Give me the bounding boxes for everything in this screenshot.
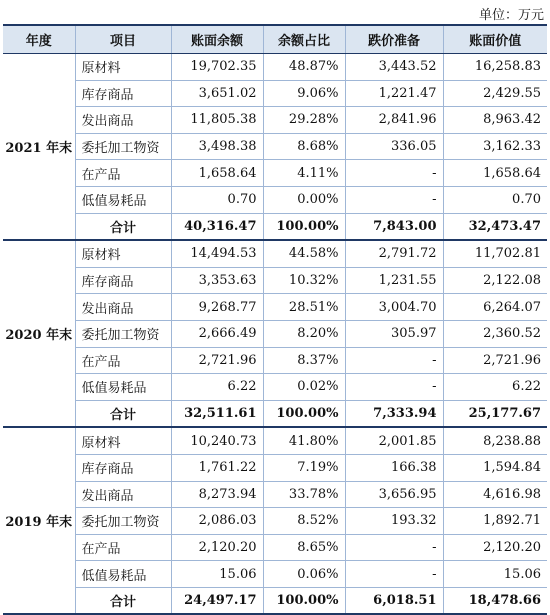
- item-cell: 委托加工物资: [75, 133, 171, 160]
- book-value-cell: 2,120.20: [443, 534, 547, 561]
- table-row: [3, 508, 547, 535]
- balance-ratio-cell: 8.37%: [263, 347, 345, 374]
- balance-ratio-cell: 4.11%: [263, 160, 345, 187]
- balance-ratio-cell: 8.52%: [263, 508, 345, 535]
- impairment-cell: 7,843.00: [345, 213, 443, 240]
- book-value-cell: 1,892.71: [443, 508, 547, 535]
- book-value-cell: 1,658.64: [443, 160, 547, 187]
- table-row: [3, 80, 547, 107]
- book-balance-cell: 1,658.64: [171, 160, 263, 187]
- book-balance-cell: 6.22: [171, 374, 263, 401]
- table-row: [3, 427, 547, 454]
- book-value-cell: 2,429.55: [443, 80, 547, 107]
- book-balance-cell: 11,805.38: [171, 107, 263, 134]
- total-row: [3, 213, 547, 240]
- book-balance-cell: 8,273.94: [171, 481, 263, 508]
- inventory-table: [3, 24, 547, 615]
- book-balance-cell: 2,086.03: [171, 508, 263, 535]
- balance-ratio-cell: 33.78%: [263, 481, 345, 508]
- item-cell: 原材料: [75, 54, 171, 81]
- item-cell: 发出商品: [75, 107, 171, 134]
- book-value-cell: 0.70: [443, 186, 547, 213]
- balance-ratio-cell: 29.28%: [263, 107, 345, 134]
- book-balance-cell: 3,498.38: [171, 133, 263, 160]
- item-cell: 委托加工物资: [75, 508, 171, 535]
- item-cell: 发出商品: [75, 481, 171, 508]
- impairment-cell: -: [345, 561, 443, 588]
- book-value-cell: 15.06: [443, 561, 547, 588]
- balance-ratio-cell: 8.20%: [263, 320, 345, 347]
- book-value-cell: 6.22: [443, 374, 547, 401]
- book-balance-cell: 3,353.63: [171, 267, 263, 294]
- book-value-cell: 2,721.96: [443, 347, 547, 374]
- impairment-cell: 1,231.55: [345, 267, 443, 294]
- item-cell: 低值易耗品: [75, 186, 171, 213]
- impairment-cell: 6,018.51: [345, 587, 443, 614]
- book-value-cell: 4,616.98: [443, 481, 547, 508]
- table-body: [3, 54, 547, 615]
- book-balance-cell: 19,702.35: [171, 54, 263, 81]
- item-cell: 库存商品: [75, 80, 171, 107]
- table-row: [3, 454, 547, 481]
- balance-ratio-cell: 100.00%: [263, 400, 345, 427]
- book-balance-cell: 2,666.49: [171, 320, 263, 347]
- balance-ratio-cell: 8.68%: [263, 133, 345, 160]
- item-cell: 在产品: [75, 534, 171, 561]
- table-row: [3, 374, 547, 401]
- book-balance-cell: 14,494.53: [171, 240, 263, 267]
- book-balance-cell: 1,761.22: [171, 454, 263, 481]
- book-balance-cell: 24,497.17: [171, 587, 263, 614]
- table-row: [3, 534, 547, 561]
- table-row: [3, 240, 547, 267]
- book-balance-cell: 32,511.61: [171, 400, 263, 427]
- book-balance-cell: 2,120.20: [171, 534, 263, 561]
- impairment-cell: 3,656.95: [345, 481, 443, 508]
- item-cell: 库存商品: [75, 454, 171, 481]
- impairment-cell: -: [345, 160, 443, 187]
- book-balance-cell: 9,268.77: [171, 294, 263, 321]
- balance-ratio-cell: 44.58%: [263, 240, 345, 267]
- table-row: [3, 347, 547, 374]
- table-row: [3, 160, 547, 187]
- impairment-cell: 166.38: [345, 454, 443, 481]
- table-row: [3, 107, 547, 134]
- impairment-cell: 2,791.72: [345, 240, 443, 267]
- book-balance-cell: 10,240.73: [171, 427, 263, 454]
- item-cell: 低值易耗品: [75, 374, 171, 401]
- impairment-cell: 2,841.96: [345, 107, 443, 134]
- balance-ratio-cell: 7.19%: [263, 454, 345, 481]
- balance-ratio-cell: 0.02%: [263, 374, 345, 401]
- table-row: [3, 267, 547, 294]
- impairment-cell: -: [345, 186, 443, 213]
- table-row: [3, 561, 547, 588]
- book-value-cell: 3,162.33: [443, 133, 547, 160]
- balance-ratio-cell: 9.06%: [263, 80, 345, 107]
- balance-ratio-cell: 41.80%: [263, 427, 345, 454]
- balance-ratio-cell: 100.00%: [263, 587, 345, 614]
- item-cell: 库存商品: [75, 267, 171, 294]
- balance-ratio-cell: 0.06%: [263, 561, 345, 588]
- header-impairment: 跌价准备: [345, 25, 443, 54]
- balance-ratio-cell: 100.00%: [263, 213, 345, 240]
- book-value-cell: 32,473.47: [443, 213, 547, 240]
- balance-ratio-cell: 48.87%: [263, 54, 345, 81]
- item-cell: 发出商品: [75, 294, 171, 321]
- book-value-cell: 8,238.88: [443, 427, 547, 454]
- item-cell: 合计: [75, 213, 171, 240]
- impairment-cell: 3,004.70: [345, 294, 443, 321]
- book-balance-cell: 2,721.96: [171, 347, 263, 374]
- table-row: [3, 54, 547, 81]
- impairment-cell: 193.32: [345, 508, 443, 535]
- book-value-cell: 2,360.52: [443, 320, 547, 347]
- impairment-cell: 7,333.94: [345, 400, 443, 427]
- book-value-cell: 2,122.08: [443, 267, 547, 294]
- item-cell: 原材料: [75, 240, 171, 267]
- item-cell: 低值易耗品: [75, 561, 171, 588]
- impairment-cell: 1,221.47: [345, 80, 443, 107]
- unit-label: 单位：万元: [478, 8, 544, 23]
- header-book-balance: 账面余额: [171, 25, 263, 54]
- book-balance-cell: 3,651.02: [171, 80, 263, 107]
- year-cell: 2019 年末: [3, 427, 75, 614]
- impairment-cell: 305.97: [345, 320, 443, 347]
- total-row: [3, 587, 547, 614]
- item-cell: 合计: [75, 587, 171, 614]
- book-value-cell: 18,478.66: [443, 587, 547, 614]
- table-row: [3, 186, 547, 213]
- book-value-cell: 6,264.07: [443, 294, 547, 321]
- book-balance-cell: 15.06: [171, 561, 263, 588]
- year-cell: 2021 年末: [3, 54, 75, 241]
- year-cell: 2020 年末: [3, 240, 75, 427]
- impairment-cell: 3,443.52: [345, 54, 443, 81]
- table-row: [3, 481, 547, 508]
- impairment-cell: -: [345, 534, 443, 561]
- book-value-cell: 16,258.83: [443, 54, 547, 81]
- table-row: [3, 133, 547, 160]
- item-cell: 在产品: [75, 160, 171, 187]
- item-cell: 在产品: [75, 347, 171, 374]
- header-year: 年度: [3, 25, 75, 54]
- header-row: [3, 25, 547, 54]
- table-row: [3, 320, 547, 347]
- item-cell: 原材料: [75, 427, 171, 454]
- item-cell: 委托加工物资: [75, 320, 171, 347]
- balance-ratio-cell: 10.32%: [263, 267, 345, 294]
- impairment-cell: 2,001.85: [345, 427, 443, 454]
- balance-ratio-cell: 8.65%: [263, 534, 345, 561]
- header-balance-ratio: 余额占比: [263, 25, 345, 54]
- book-value-cell: 1,594.84: [443, 454, 547, 481]
- table-row: [3, 294, 547, 321]
- book-balance-cell: 0.70: [171, 186, 263, 213]
- impairment-cell: -: [345, 374, 443, 401]
- header-item: 项目: [75, 25, 171, 54]
- total-row: [3, 400, 547, 427]
- header-book-value: 账面价值: [443, 25, 547, 54]
- book-balance-cell: 40,316.47: [171, 213, 263, 240]
- book-value-cell: 11,702.81: [443, 240, 547, 267]
- book-value-cell: 25,177.67: [443, 400, 547, 427]
- impairment-cell: -: [345, 347, 443, 374]
- balance-ratio-cell: 28.51%: [263, 294, 345, 321]
- impairment-cell: 336.05: [345, 133, 443, 160]
- item-cell: 合计: [75, 400, 171, 427]
- balance-ratio-cell: 0.00%: [263, 186, 345, 213]
- book-value-cell: 8,963.42: [443, 107, 547, 134]
